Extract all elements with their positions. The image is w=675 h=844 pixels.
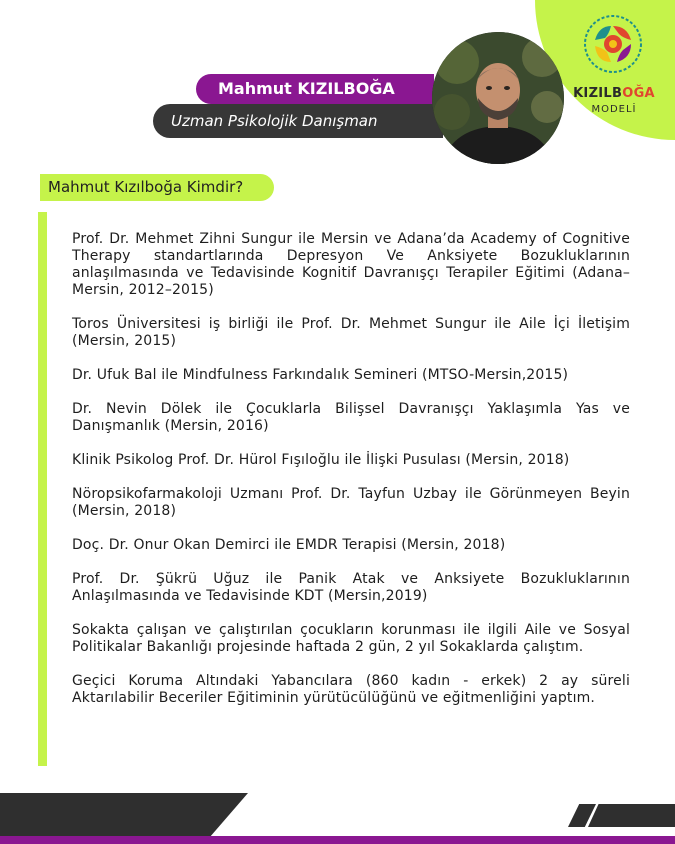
training-list bbox=[72, 231, 630, 707]
training-entry: Prof. Dr. Mehmet Zihni Sungur ile Mersin ve Adana’da Academy of Cognitive Therapy standartlarında Depresyon Ve Anksiyete Bozukluklarının anlaşılmasında ve Tedavisinde Kognitif Davranışçı Terapiler Eğitimi (Adana–Mersin, 2012–2015) bbox=[72, 231, 630, 298]
training-entry: Sokakta çalışan ve çalıştırılan çocukların korunması ile ilgili Aile ve Sosyal Politikalar Bakanlığı projesinde haftada 2 gün, 2 yıl Sokaklarda çalıştım. bbox=[72, 622, 630, 655]
training-entry: Dr. Ufuk Bal ile Mindfulness Farkındalık Semineri (MTSO-Mersin,2015) bbox=[72, 367, 569, 383]
training-entry: Prof. Dr. Şükrü Uğuz ile Panik Atak ve Anksiyete Bozukluklarının Anlaşılmasında ve Tedavisinde KDT (Mersin,2019) bbox=[72, 571, 630, 604]
footer-slant-block bbox=[588, 804, 675, 827]
section-heading: Mahmut Kızılboğa Kimdir? bbox=[40, 174, 274, 201]
person-title-banner: Uzman Psikolojik Danışman bbox=[153, 104, 443, 138]
person-name-banner: Mahmut KIZILBOĞA bbox=[196, 74, 434, 104]
training-entry: Doç. Dr. Onur Okan Demirci ile EMDR Terapisi (Mersin, 2018) bbox=[72, 537, 506, 553]
accent-bar bbox=[38, 212, 47, 766]
training-entry: Klinik Psikolog Prof. Dr. Hürol Fışıloğlu ile İlişki Pusulası (Mersin, 2018) bbox=[72, 452, 570, 468]
training-entry: Geçici Koruma Altındaki Yabancılara (860 kadın - erkek) 2 ay süreli Aktarılabilir Beceriler Eğitiminin yürütücülüğünü ve eğitmenliğini yaptım. bbox=[72, 673, 630, 706]
footer-purple-strip bbox=[0, 836, 675, 844]
footer-dark-band bbox=[0, 793, 248, 836]
profile-photo bbox=[432, 32, 564, 164]
brand-logo-subtitle: MODELİ bbox=[591, 104, 637, 115]
training-entry: Nöropsikofarmakoloji Uzmanı Prof. Dr. Tayfun Uzbay ile Görünmeyen Beyin (Mersin, 2018) bbox=[72, 486, 630, 519]
brand-logo-icon bbox=[583, 14, 643, 74]
person-portrait-icon bbox=[432, 32, 564, 164]
training-entry: Toros Üniversitesi iş birliği ile Prof. Dr. Mehmet Sungur ile Aile İçi İletişim (Mersin, 2015) bbox=[72, 316, 630, 349]
brand-logo-wordmark: KIZILBOĞA bbox=[573, 86, 655, 101]
training-entry: Dr. Nevin Dölek ile Çocuklarla Bilişsel Davranışçı Yaklaşımla Yas ve Danışmanlık (Mersin, 2016) bbox=[72, 401, 630, 434]
